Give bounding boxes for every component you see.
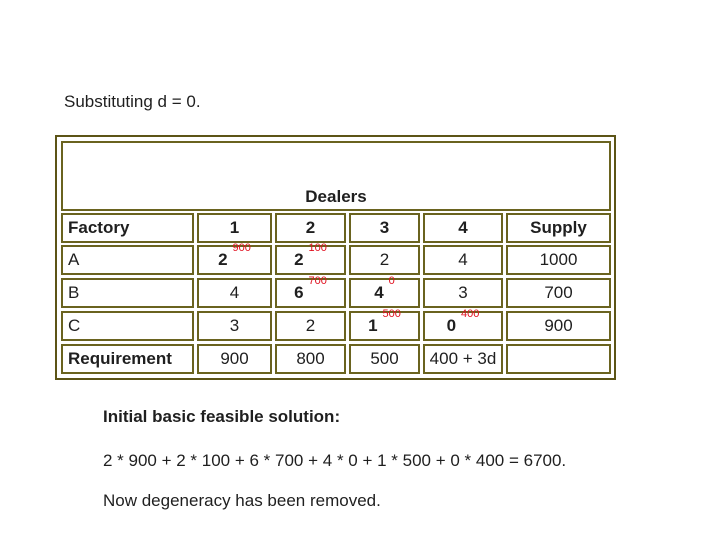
requirement-label-cell	[61, 344, 194, 374]
cost-c-2: 2	[305, 316, 316, 335]
cost-c-4: 0	[446, 316, 457, 335]
supply-header-label: Supply	[530, 218, 587, 237]
supply-a-value: 1000	[539, 250, 578, 269]
supply-header-cell	[506, 213, 611, 243]
supply-b-value: 700	[544, 283, 573, 302]
cell-b-3	[349, 275, 420, 308]
cell-b-1	[197, 278, 272, 308]
factory-a-label: A	[68, 250, 80, 269]
cell-a-4	[423, 245, 503, 275]
allocated-qty-a-1: 900	[232, 242, 251, 254]
dealers-label: Dealers	[305, 187, 367, 206]
cell-b-4	[423, 278, 503, 308]
cell-a-1	[197, 242, 272, 275]
requirement-4-cell	[423, 344, 503, 374]
dealer-3-header-cell	[349, 213, 420, 243]
cost-b-4: 3	[458, 283, 468, 302]
requirement-3-cell	[349, 344, 420, 374]
supply-c-cell	[506, 311, 611, 341]
cost-a-4: 4	[458, 250, 468, 269]
dealer-2-header-label: 2	[305, 218, 316, 237]
dealer-2-header-cell	[275, 213, 346, 243]
requirement-supply-cell	[506, 344, 611, 374]
allocation-b-3	[374, 275, 395, 303]
cell-a-2	[275, 242, 346, 275]
cost-a-3: 2	[379, 250, 390, 269]
allocated-qty-c-3: 500	[382, 308, 401, 320]
solution-title: Initial basic feasible solution:	[103, 407, 341, 426]
allocated-qty-b-2: 700	[308, 275, 327, 287]
intro-text: Substituting d = 0.	[64, 92, 201, 111]
dealer-4-header-label: 4	[458, 218, 468, 237]
supply-a-cell	[506, 245, 611, 275]
allocation-a-2	[294, 242, 327, 270]
allocation-a-1	[218, 242, 251, 270]
requirement-1-value: 900	[220, 349, 249, 368]
allocated-qty-a-2: 100	[308, 242, 327, 254]
allocation-c-3	[368, 308, 401, 336]
cell-c-3	[349, 308, 420, 341]
requirement-2-value: 800	[296, 349, 325, 368]
degeneracy-note: Now degeneracy has been removed.	[103, 491, 381, 510]
cost-b-3: 4	[374, 283, 384, 302]
dealer-1-header-cell	[197, 213, 272, 243]
supply-c-value: 900	[544, 316, 573, 335]
cell-c-1	[197, 311, 272, 341]
cost-a-1: 2	[218, 250, 228, 269]
dealer-4-header-cell	[423, 213, 503, 243]
cost-a-2: 2	[294, 250, 304, 269]
requirement-1-cell	[197, 344, 272, 374]
cost-c-1: 3	[229, 316, 240, 335]
dealer-3-header-label: 3	[379, 218, 390, 237]
factory-c-label: C	[68, 316, 81, 335]
cost-b-2: 6	[294, 283, 304, 302]
factory-b-label: B	[68, 283, 80, 302]
supply-b-cell	[506, 278, 611, 308]
cell-b-2	[275, 275, 346, 308]
factory-a-cell	[61, 245, 194, 275]
dealers-header-cell	[61, 141, 611, 211]
requirement-2-cell	[275, 344, 346, 374]
dealer-1-header-label: 1	[229, 218, 240, 237]
requirement-label: Requirement	[68, 349, 172, 368]
factory-b-cell	[61, 278, 194, 308]
cell-a-3	[349, 245, 420, 275]
allocated-qty-c-4: 400	[461, 308, 480, 320]
cell-c-2	[275, 311, 346, 341]
allocation-b-2	[294, 275, 327, 303]
factory-c-cell	[61, 311, 194, 341]
requirement-4-value: 400 + 3d	[429, 349, 497, 368]
allocation-c-4	[446, 308, 480, 336]
allocated-qty-b-3: 0	[388, 275, 395, 287]
requirement-3-value: 500	[370, 349, 399, 368]
cost-b-1: 4	[229, 283, 240, 302]
cost-c-3: 1	[368, 316, 378, 335]
cell-c-4	[423, 308, 503, 341]
factory-header-cell	[61, 213, 194, 243]
solution-equation: 2 * 900 + 2 * 100 + 6 * 700 + 4 * 0 + 1 * 500 + 0 * 400 = 6700.	[103, 451, 567, 470]
factory-header-label: Factory	[68, 218, 130, 237]
